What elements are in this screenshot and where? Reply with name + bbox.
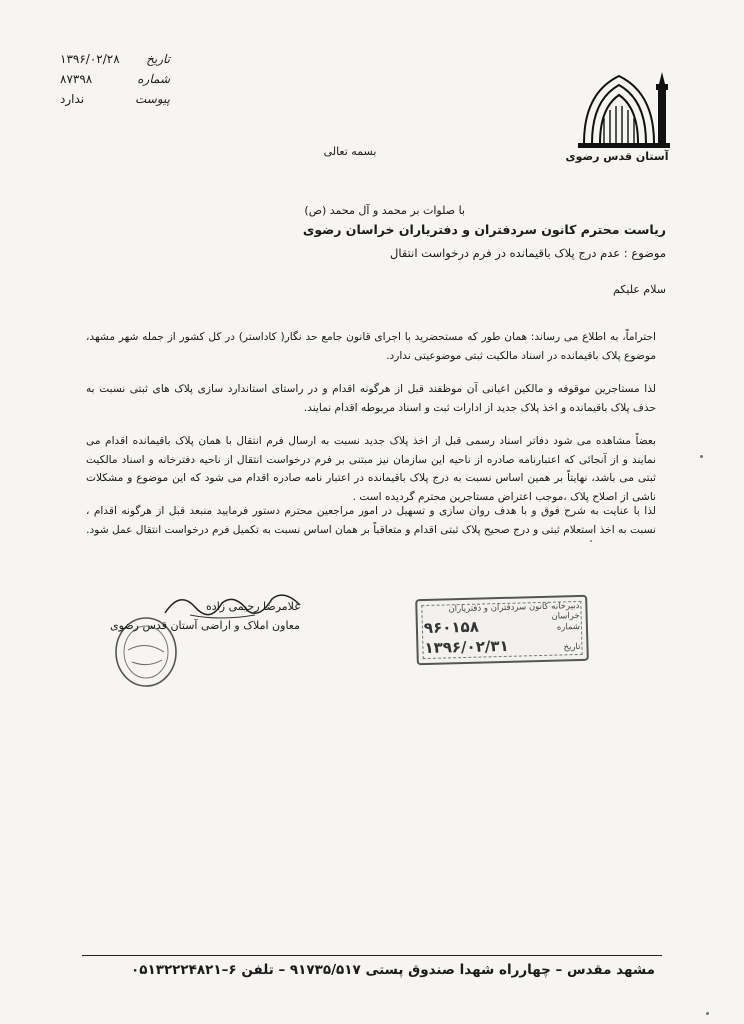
basmala: بسمه تعالی bbox=[323, 145, 377, 158]
number-row bbox=[60, 72, 170, 92]
attachment-row bbox=[60, 92, 170, 112]
greeting: سلام علیکم bbox=[612, 283, 666, 296]
body-paragraph: لذا با عنایت به شرح فوق و با هدف روان سازی و تسهیل در امور مراجعین محترم دستور فرمایید منبعد قبل از هرگونه اقدام ، نسبت به اخذ استعلام ثبتی و درج صحیح پلاک ثبتی اقدام و متعاقباً بر همان اساس نسبت به تکمیل فرم درخواست انتقال عمل شود. bbox=[86, 505, 656, 536]
subject-line: موضوع : عدم درج پلاک باقیمانده در فرم درخواست انتقال bbox=[389, 246, 666, 260]
signer-name: غلامرضا رحیمی زاده bbox=[206, 600, 300, 613]
signer-title: معاون املاک و اراضی آستان قدس رضوی bbox=[110, 619, 300, 632]
date-value: ۱۳۹۶/۰۲/۲۸ bbox=[60, 52, 120, 66]
scan-speck bbox=[590, 540, 592, 542]
signer-block bbox=[110, 600, 300, 632]
body-paragraph: احتراماً، به اطلاع می رساند: همان طور که مستحضرید با اجرای قانون جامع حد نگار( کاداستر) در کل کشور از جمله شهر مشهد، موضوع پلاک باقیمانده در اسناد مالکیت ثبتی موضوعیتی ندارد. bbox=[86, 331, 656, 362]
stamp-title: دبیرخانه کانون سردفتران و دفتریاران خراسان bbox=[448, 600, 580, 622]
scan-speck bbox=[706, 1012, 709, 1015]
body-paragraph: بعضاً مشاهده می شود دفاتر اسناد رسمی قبل از اخذ پلاک جدید نسبت به ارسال فرم انتقال با همان پلاک باقیمانده اقدام می نمایند و از آنجائی که اعتبارنامه صادره از ناحیه این سازمان نیز مبتنی بر فرم درخواست انتقال از ناحیه دفترخانه و اسناد مالکیت ثبتی می باشد، نهایتاً بر همین اساس نسبت به درج پلاک باقیمانده در اعتبار نامه صادره اقدام می شود که این موضوع و مشکلات ناشی از اصلاح پلاک ،موجب اعتراض مستاجرین محترم گردیده است . bbox=[86, 435, 656, 503]
stamp-number-value: ۹۶۰۱۵۸ bbox=[423, 617, 480, 638]
stamp-number-label: شماره bbox=[556, 621, 581, 633]
date-row bbox=[60, 52, 170, 72]
footer-address: مشهد مقدس – چهارراه شهدا صندوق پستی ۹۱۷۳۵/۵۱۷ – تلفن ۶–۰۵۱۳۲۲۲۴۸۲۱ bbox=[130, 962, 655, 978]
number-value: ۸۷۳۹۸ bbox=[60, 72, 93, 86]
date-label: تاریخ bbox=[146, 52, 170, 66]
body-paragraph: لذا مستاجرین موقوفه و مالکین اعیانی آن موظفند قبل از هرگونه اقدام و در راستای استاندارد سازی پلاک های ثبتی نسبت به حذف پلاک باقیمانده و اخذ پلاک جدید از ادارات ثبت و اسناد مربوطه اقدام نمایند. bbox=[86, 383, 656, 414]
footer-divider bbox=[82, 955, 662, 956]
salutation: با صلوات بر محمد و آل محمد (ص) bbox=[304, 204, 465, 217]
stamp-date-value: ۱۳۹۶/۰۲/۳۱ bbox=[424, 636, 509, 658]
stamp-date-label: تاریخ bbox=[563, 641, 581, 653]
addressee: ریاست محترم کانون سردفتران و دفتریاران خراسان رضوی bbox=[302, 222, 666, 237]
letter-meta bbox=[60, 52, 170, 112]
attachment-value: ندارد bbox=[60, 92, 85, 106]
attachment-label: پیوست bbox=[135, 92, 170, 106]
scan-speck bbox=[700, 455, 703, 458]
receipt-stamp bbox=[415, 595, 589, 665]
logo-caption: آستان قدس رضوی bbox=[565, 150, 669, 163]
number-label: شماره bbox=[137, 72, 170, 86]
